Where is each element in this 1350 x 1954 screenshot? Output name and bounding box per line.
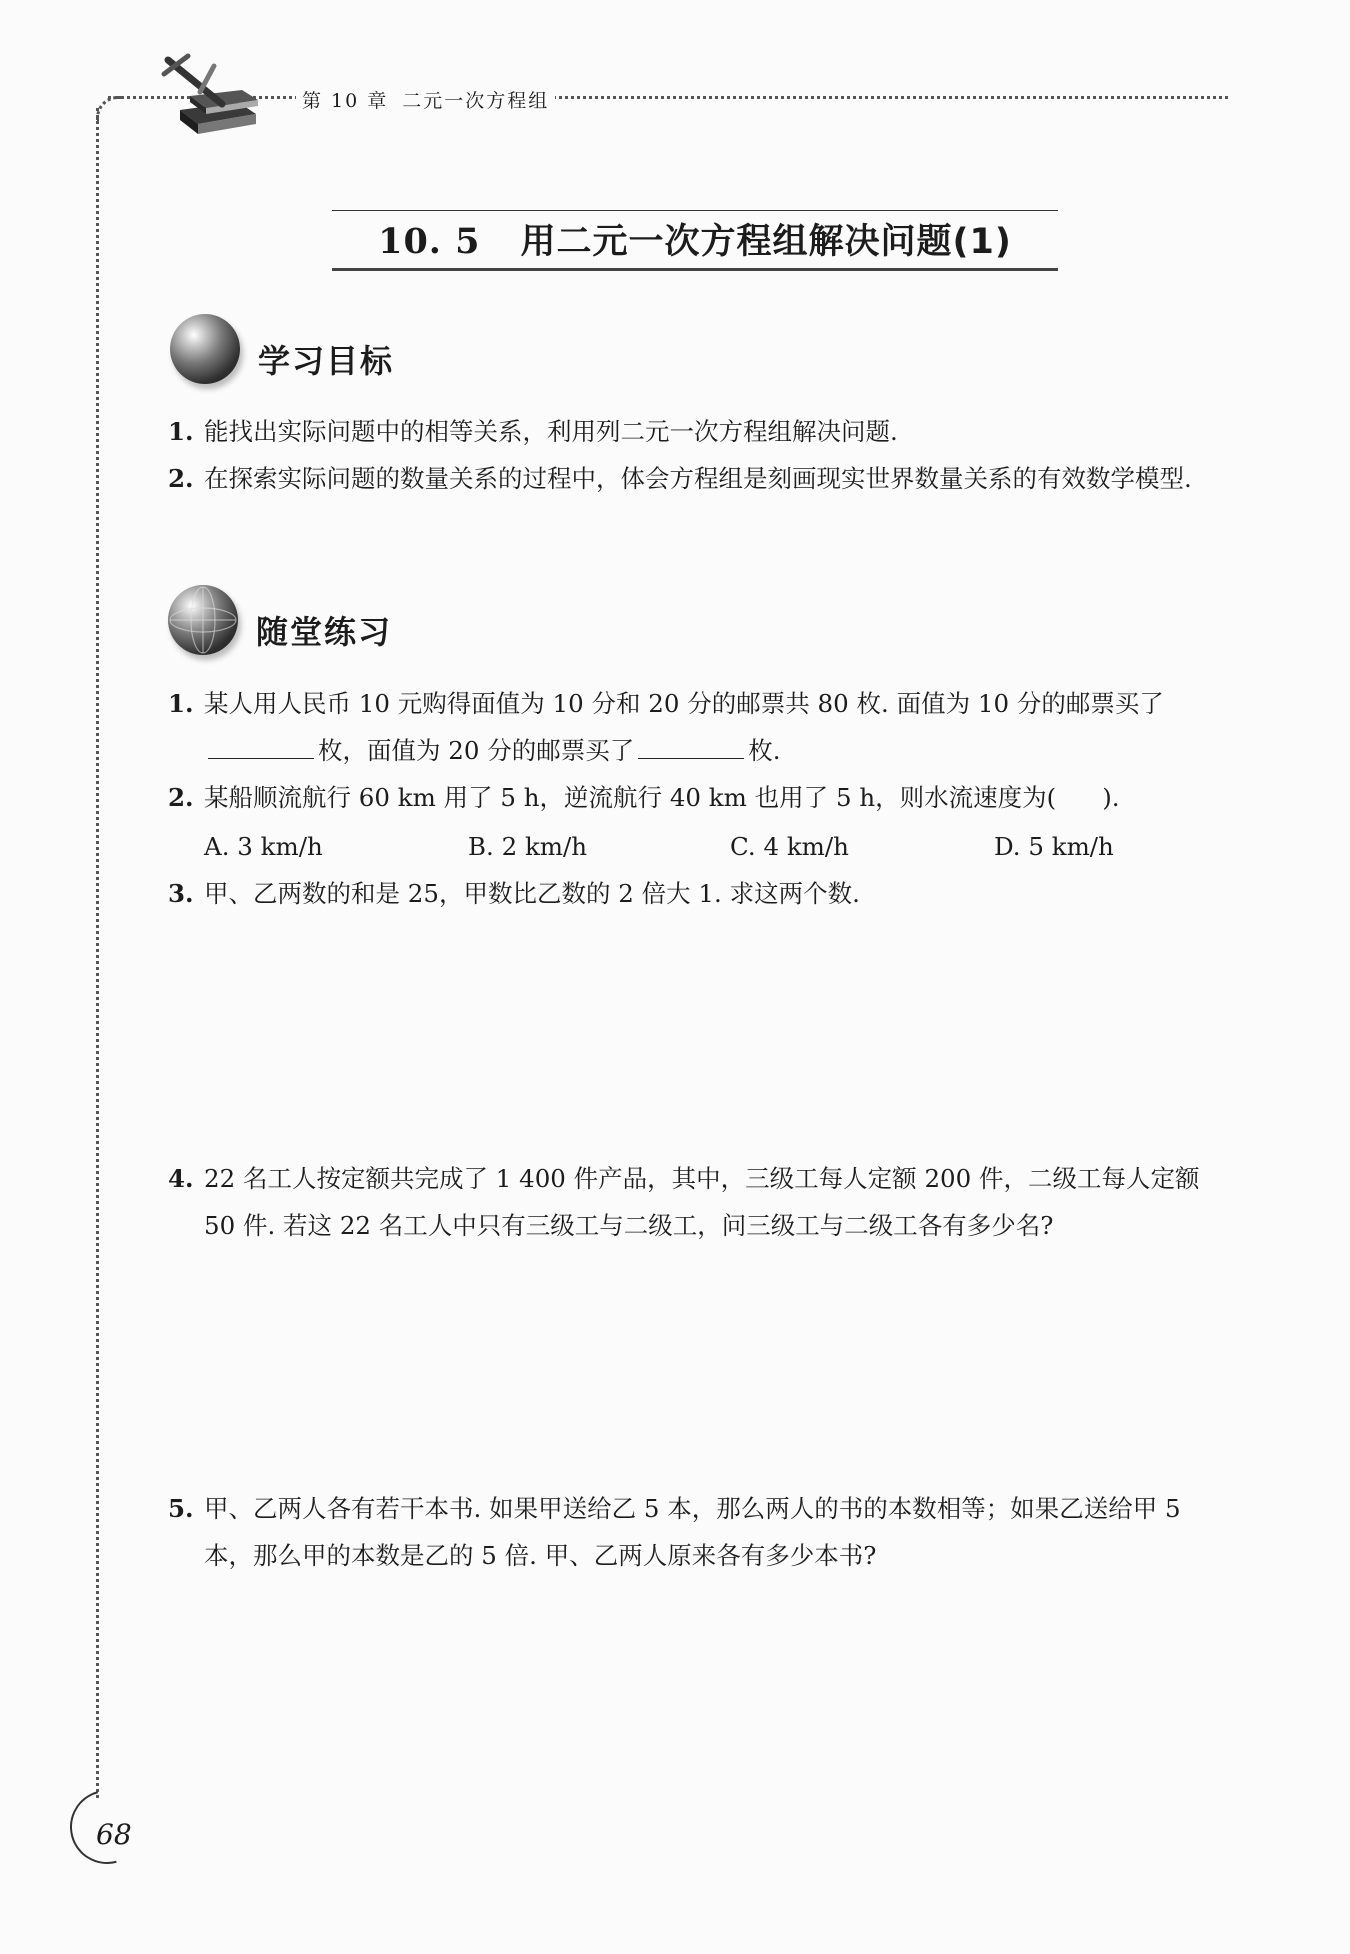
item-text: 能找出实际问题中的相等关系，利用列二元一次方程组解决问题.: [204, 417, 898, 446]
globe-icon: [170, 314, 240, 384]
question-text: ).: [1102, 783, 1120, 812]
question-text: 某船顺流航行 60 km 用了 5 h，逆流航行 40 km 也用了 5 h，则水流速度为(: [204, 783, 1057, 812]
practice-heading: 随堂练习: [256, 613, 393, 651]
globe-grid-icon: [168, 585, 238, 655]
header-corner-line: [96, 96, 123, 123]
item-number: 2.: [168, 464, 194, 493]
section-title-text: 用二元一次方程组解决问题(1): [520, 222, 1012, 262]
question-2: [168, 774, 1228, 821]
question-text: 甲、乙两数的和是 25，甲数比乙数的 2 倍大 1. 求这两个数.: [204, 879, 860, 908]
question-number: 4.: [168, 1164, 194, 1193]
objectives-heading: 学习目标: [258, 342, 395, 380]
objective-item: [168, 455, 1228, 502]
question-number: 5.: [168, 1494, 194, 1523]
question-1: [168, 680, 1228, 774]
question-number: 1.: [168, 689, 194, 718]
question-number: 2.: [168, 783, 194, 812]
option-c[interactable]: C. 4 km/h: [730, 832, 849, 861]
question-5: [168, 1485, 1228, 1579]
chapter-header: [296, 86, 555, 113]
option-d[interactable]: D. 5 km/h: [994, 832, 1114, 861]
item-text: 在探索实际问题的数量关系的过程中，体会方程组是刻画现实世界数量关系的有效数学模型.: [204, 464, 1192, 493]
item-number: 1.: [168, 417, 194, 446]
option-b[interactable]: B. 2 km/h: [468, 832, 588, 861]
section-number: 10. 5: [378, 221, 481, 262]
question-text: 某人用人民币 10 元购得面值为 10 分和 20 分的邮票共 80 枚. 面值为 10 分的邮票买了: [204, 689, 1164, 718]
answer-blank[interactable]: [638, 738, 744, 759]
option-a[interactable]: A. 3 km/h: [204, 832, 323, 861]
chapter-name: 二元一次方程组: [402, 90, 550, 112]
section-title: [332, 214, 1058, 264]
title-rule-bottom: [332, 268, 1058, 271]
header-dotted-line: [108, 96, 1228, 99]
question-3: [168, 870, 1228, 917]
question-text: 甲、乙两人各有若干本书. 如果甲送给乙 5 本，那么两人的书的本数相等；如果乙送给甲 5 本，那么甲的本数是乙的 5 倍. 甲、乙两人原来各有多少本书?: [204, 1494, 1181, 1570]
question-text: 枚.: [748, 736, 781, 765]
objective-item: [168, 408, 1228, 455]
question-text: 22 名工人按定额共完成了 1 400 件产品，其中，三级工每人定额 200 件，二级工每人定额 50 件. 若这 22 名工人中只有三级工与二级工，问三级工与二级工各有多少名?: [204, 1164, 1200, 1240]
title-rule-top: [332, 210, 1058, 211]
books-pen-icon: [160, 52, 266, 142]
question-number: 3.: [168, 879, 194, 908]
answer-blank[interactable]: [208, 738, 314, 759]
page-number: 68: [96, 1818, 132, 1851]
question-4: [168, 1155, 1228, 1249]
question-text: 枚，面值为 20 分的邮票买了: [318, 736, 635, 765]
chapter-number: 第 10 章: [302, 90, 389, 112]
margin-dotted-line: [96, 108, 99, 1798]
